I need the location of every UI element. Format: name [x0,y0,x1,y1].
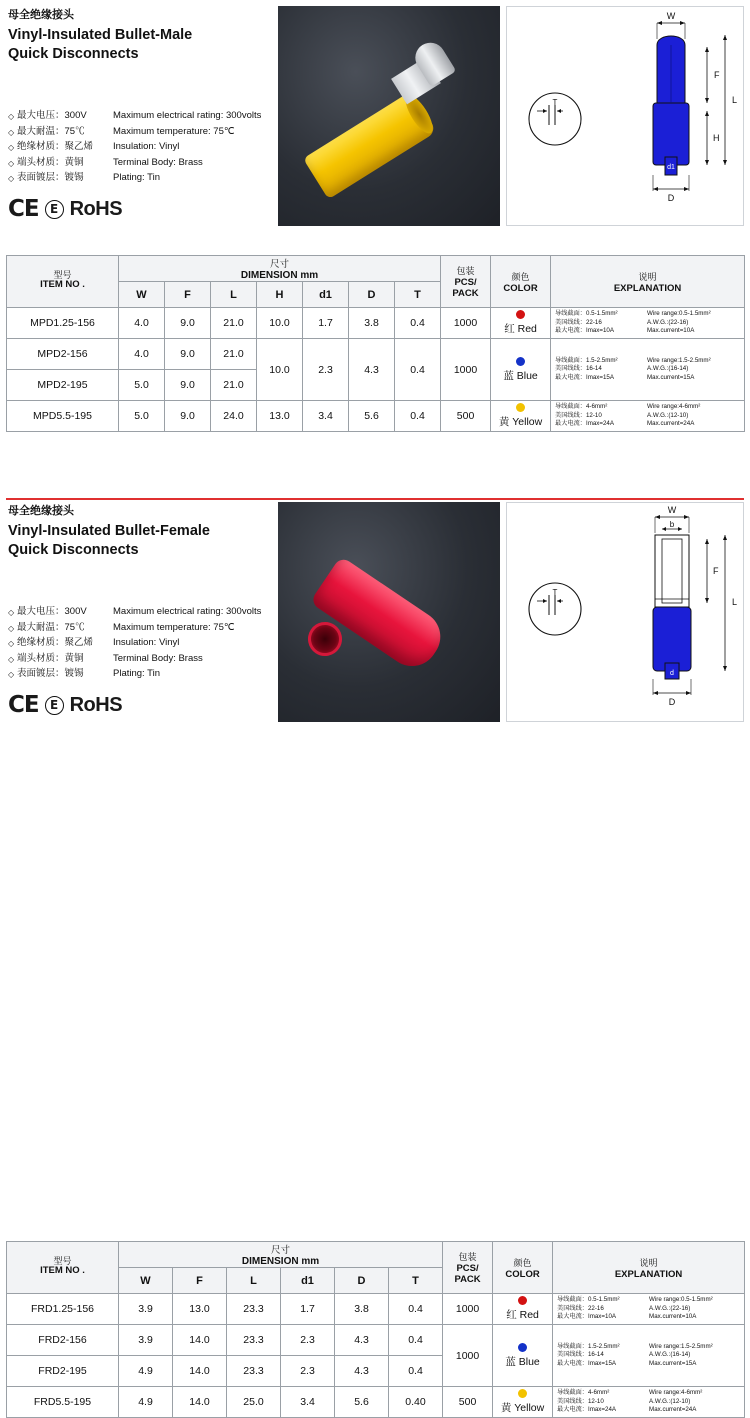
spec-row [8,653,270,666]
svg-text:L: L [732,95,738,105]
cell-explanation [551,339,745,401]
explain-cn-3: 最大电流：Imax=10A [557,1313,617,1321]
explain-cn-2: 美国线线：22-16 [557,1304,604,1312]
spec-label-en: Insulation: Vinyl [113,637,180,648]
col-header-explanation-en: EXPLANATION [613,282,682,294]
spec-label-cn: 最大电压：300V [17,606,87,617]
color-dot-blue [516,357,525,366]
svg-text:W: W [667,505,677,515]
explain-cn-2: 美国线线：12-10 [555,411,602,419]
svg-text:T: T [552,588,558,597]
color-label-en-blue: Blue [518,1355,540,1368]
col-header-item-en: ITEM NO . [40,278,85,290]
svg-text:W: W [666,11,676,21]
col-header-item-cn: 型号 [53,1255,72,1266]
dimension-diagram-female-svg [507,503,745,723]
col-header-color-en: COLOR [505,1268,540,1280]
cell-f: 14.0 [173,1387,227,1418]
col-header-l: L [227,1268,281,1294]
col-header-pack-cn: 包装 [458,1252,477,1262]
spec-row [8,172,270,185]
cell-explanation [551,308,745,339]
cell-d1: 3.4 [281,1387,335,1418]
col-header-pack-en2: PACK [452,288,479,299]
cell-l: 24.0 [211,401,257,432]
col-header-pack-en2: PACK [454,1274,481,1285]
color-label-cn-blue: 蓝 [503,369,514,382]
cell-pack: 1000 [443,1294,493,1325]
col-header-f: F [173,1268,227,1294]
spec-label-cn: 绝缘材质：聚乙烯 [17,637,94,648]
cell-w: 4.9 [119,1356,173,1387]
explain-en-3: Max.current=24A [647,420,695,428]
col-header-d1: d1 [303,282,349,308]
section-bullet-female [0,496,750,1414]
table-row [7,1387,745,1418]
explain-en-1: Wire range:4-6mm² [649,1389,703,1397]
color-dot-blue [518,1343,527,1352]
spec-row [8,606,270,619]
explain-cn-1: 导线截面：1.5-2.5mm² [555,356,618,364]
cell-w: 4.0 [119,339,165,370]
color-dot-yellow [516,403,525,412]
color-label-cn-red: 红 [504,323,515,335]
cell-d1: 1.7 [303,308,349,339]
cell-explanation [553,1325,745,1387]
explain-cn-2: 美国线线：22-16 [555,318,602,326]
cell-pack: 500 [441,401,491,432]
product-title-cn: 母全绝缘接头 [8,505,74,517]
col-header-color [491,256,551,308]
cell-l: 25.0 [227,1387,281,1418]
explain-cn-2: 美国线线：16-14 [557,1351,604,1359]
col-header-explanation [553,1242,745,1294]
spec-table-male [6,255,745,432]
cell-t: 0.4 [395,308,441,339]
cell-d1: 2.3 [281,1325,335,1356]
cell-explanation [551,401,745,432]
product-title-en [8,26,272,63]
cell-item: MPD1.25-156 [7,308,119,339]
col-header-d1: d1 [281,1268,335,1294]
cell-color [493,1294,553,1325]
certification-marks-male [8,196,122,222]
cell-color [493,1387,553,1418]
cell-f: 9.0 [165,401,211,432]
col-header-pack [443,1242,493,1294]
cell-l: 23.3 [227,1356,281,1387]
color-dot-red [518,1296,527,1305]
cell-f: 14.0 [173,1325,227,1356]
color-label-cn-yellow: 黄 [500,1402,512,1414]
explain-cn-3: 最大电流：Imax=15A [557,1359,617,1367]
col-header-t: T [395,282,441,308]
spec-list-female [8,606,270,684]
svg-text:L: L [732,597,738,607]
spec-row [8,126,270,139]
cell-item: MPD5.5-195 [7,401,119,432]
dimension-diagram-male-svg [507,7,745,227]
product-info-male [6,6,272,226]
col-header-color-en: COLOR [503,282,538,294]
color-dot-red [516,310,525,319]
table-row [7,339,745,370]
spec-label-en: Terminal Body: Brass [113,156,203,168]
spec-label-en: Insulation: Vinyl [113,141,180,152]
col-header-dimension [119,1242,443,1268]
col-header-w: W [119,282,165,308]
cell-w: 5.0 [119,401,165,432]
col-header-color-cn: 颜色 [511,271,530,282]
spec-row [8,141,270,154]
col-header-item [7,1242,119,1294]
explain-en-2: A.W.G.:(22-16) [647,318,689,326]
certification-marks-female [8,692,122,718]
explain-en-1: Wire range:1.5-2.5mm² [649,1342,713,1350]
table-row [7,1325,745,1356]
cell-t: 0.4 [389,1356,443,1387]
spec-label-cn: 绝缘材质：聚乙烯 [17,141,94,152]
cell-d: 4.3 [335,1325,389,1356]
spec-row [8,110,270,123]
svg-text:F: F [713,566,719,576]
cell-w: 5.0 [119,370,165,401]
spec-label-cn: 表面镀层：镀锡 [17,172,84,183]
connector-insulation-body [310,556,451,676]
cell-pack: 1000 [443,1325,493,1387]
cell-item: FRD2-195 [7,1356,119,1387]
explain-en-2: A.W.G.:(22-16) [649,1304,691,1312]
cell-t: 0.4 [395,401,441,432]
col-header-item [7,256,119,308]
product-title-en-line1: Vinyl-Insulated Bullet-Male [8,27,193,43]
explain-en-1: Wire range:0.5-1.5mm² [647,310,711,318]
table-row [7,401,745,432]
cell-w: 4.9 [119,1387,173,1418]
cell-h: 10.0 [257,308,303,339]
cell-item: FRD1.25-156 [7,1294,119,1325]
svg-text:D: D [668,697,676,707]
col-header-item-cn: 型号 [53,269,72,280]
cell-d: 3.8 [335,1294,389,1325]
cell-l: 23.3 [227,1294,281,1325]
product-title-en-line2: Quick Disconnects [8,45,139,62]
explain-cn-1: 导线截面：1.5-2.5mm² [557,1342,620,1350]
cell-t: 0.40 [389,1387,443,1418]
spec-label-en: Maximum temperature: 75℃ [113,621,235,633]
cell-color [491,308,551,339]
color-label-cn-yellow: 黄 [498,416,510,428]
spec-row [8,622,270,635]
col-header-explanation-en: EXPLANATION [614,1268,683,1280]
rohs-mark-label: RoHS [69,693,123,716]
diamond-bullet-icon: ◇ [8,654,15,664]
diamond-bullet-icon: ◇ [8,143,15,152]
dimension-diagram-male [506,6,744,226]
ce-mark-icon: CE [8,196,39,222]
cell-l: 23.3 [227,1325,281,1356]
product-header-male [0,0,750,232]
diamond-bullet-icon: ◇ [8,670,15,679]
col-header-dimension [119,256,441,282]
cell-d: 3.8 [349,308,395,339]
rohs-mark-label: RoHS [69,197,123,220]
explain-cn-1: 导线截面：4-6mm² [555,403,608,411]
cell-pack: 500 [443,1387,493,1418]
col-header-explanation-cn: 说明 [638,271,657,282]
diamond-bullet-icon: ◇ [8,174,15,183]
cell-l: 21.0 [211,370,257,401]
cell-f: 9.0 [165,339,211,370]
e-mark-icon: E [45,696,64,715]
color-label-cn-blue: 蓝 [505,1355,516,1368]
spec-list-male [8,110,270,188]
col-header-h: H [257,282,303,308]
cell-pack: 1000 [441,339,491,401]
svg-text:T: T [552,98,558,107]
ce-mark-icon: CE [8,692,39,718]
product-title-en-line1: Vinyl-Insulated Bullet-Female [8,523,210,539]
explain-cn-1: 导线截面：0.5-1.5mm² [557,1296,620,1304]
svg-text:F: F [714,70,720,80]
diamond-bullet-icon: ◇ [8,127,15,137]
col-header-f: F [165,282,211,308]
e-mark-icon: E [45,200,64,219]
spec-label-en: Maximum electrical rating: 300volts [113,606,262,617]
explain-cn-1: 导线截面：4-6mm² [557,1389,610,1397]
spec-label-cn: 端头材质：黄铜 [17,652,84,664]
dimension-diagram-female [506,502,744,722]
color-label-en-red: Red [519,1309,539,1321]
cell-color [491,401,551,432]
col-header-dimension-cn: 尺寸 [271,1245,291,1256]
product-title-en [8,522,272,559]
col-header-d: D [349,282,395,308]
col-header-w: W [119,1268,173,1294]
cell-l: 21.0 [211,308,257,339]
explain-cn-2: 美国线线：12-10 [557,1397,604,1405]
cell-color [491,339,551,401]
cell-h: 13.0 [257,401,303,432]
explain-en-3: Max.current=24A [649,1406,697,1414]
connector-insulation-body [303,91,437,200]
cell-h: 10.0 [257,339,303,401]
cell-d1: 3.4 [303,401,349,432]
spec-label-en: Plating: Tin [113,172,160,183]
product-photo-female [278,502,500,722]
col-header-pack-cn: 包装 [456,266,475,276]
col-header-dimension-en: DIMENSION mm [241,1256,320,1267]
explain-en-1: Wire range:4-6mm² [647,403,701,411]
explain-en-3: Max.current=15A [647,373,695,381]
product-title-en-line2: Quick Disconnects [8,541,139,558]
explain-en-3: Max.current=10A [647,327,695,335]
cell-color [493,1325,553,1387]
diamond-bullet-icon: ◇ [8,608,15,617]
svg-text:b: b [669,520,675,529]
diamond-bullet-icon: ◇ [8,623,15,633]
diamond-bullet-icon: ◇ [8,639,15,648]
explain-en-2: A.W.G.:(12-10) [649,1397,691,1405]
explain-en-2: A.W.G.:(16-14) [647,365,689,373]
cell-t: 0.4 [389,1325,443,1356]
color-label-cn-red: 红 [506,1309,517,1321]
col-header-color-cn: 颜色 [513,1257,532,1268]
cell-d: 5.6 [349,401,395,432]
cell-t: 0.4 [389,1294,443,1325]
cell-w: 4.0 [119,308,165,339]
col-header-explanation-cn: 说明 [639,1257,658,1268]
explain-en-3: Max.current=10A [649,1313,697,1321]
cell-explanation [553,1387,745,1418]
col-header-t: T [389,1268,443,1294]
svg-text:H: H [713,133,720,143]
col-header-l: L [211,282,257,308]
explain-en-3: Max.current=15A [649,1359,697,1367]
col-header-d: D [335,1268,389,1294]
explain-cn-3: 最大电流：Imax=24A [555,420,614,428]
cell-explanation [553,1294,745,1325]
spec-table-female [6,1241,745,1418]
product-header-female [0,496,750,728]
explain-en-2: A.W.G.:(16-14) [649,1351,691,1359]
product-info-female [6,502,272,722]
explain-cn-3: 最大电流：Imax=10A [555,327,614,335]
explain-cn-2: 美国线线：16-14 [555,365,602,373]
explain-en-1: Wire range:1.5-2.5mm² [647,356,711,364]
cell-item: FRD2-156 [7,1325,119,1356]
spec-label-cn: 最大电压：300V [17,110,87,121]
cell-f: 14.0 [173,1356,227,1387]
cell-pack: 1000 [441,308,491,339]
cell-t: 0.4 [395,339,441,401]
cell-f: 13.0 [173,1294,227,1325]
cell-d: 4.3 [335,1356,389,1387]
diamond-bullet-icon: ◇ [8,112,15,121]
cell-item: MPD2-156 [7,339,119,370]
spec-label-cn: 表面镀层：镀锡 [17,668,84,679]
spec-label-en: Plating: Tin [113,668,160,679]
col-header-item-en: ITEM NO . [40,1264,85,1276]
explain-cn-3: 最大电流：Imax=24A [557,1406,617,1414]
col-header-color [493,1242,553,1294]
col-header-explanation [551,256,745,308]
explain-cn-1: 导线截面：0.5-1.5mm² [555,310,618,318]
col-header-dimension-cn: 尺寸 [270,259,290,270]
cell-d1: 1.7 [281,1294,335,1325]
product-photo-male [278,6,500,226]
explain-en-1: Wire range:0.5-1.5mm² [649,1296,713,1304]
cell-d1: 2.3 [281,1356,335,1387]
color-label-en-blue: Blue [516,369,538,382]
section-bullet-male [0,0,750,428]
explain-cn-3: 最大电流：Imax=15A [555,373,614,381]
cell-f: 9.0 [165,370,211,401]
spec-row [8,157,270,170]
diamond-bullet-icon: ◇ [8,158,15,168]
spec-label-cn: 最大耐温：75℃ [17,125,85,137]
spec-label-en: Maximum electrical rating: 300volts [113,110,262,121]
col-header-pack-en1: PCS/ [456,1263,479,1274]
spec-row [8,668,270,681]
spec-label-cn: 最大耐温：75℃ [17,621,85,633]
explain-en-2: A.W.G.:(12-10) [647,411,689,419]
table-row [7,1294,745,1325]
cell-d: 4.3 [349,339,395,401]
svg-text:d: d [670,670,674,677]
cell-w: 3.9 [119,1325,173,1356]
color-label-en-yellow: Yellow [514,1402,545,1414]
cell-d: 5.6 [335,1387,389,1418]
col-header-dimension-en: DIMENSION mm [240,270,319,281]
spec-table-female-wrap [6,1241,744,1418]
spec-label-cn: 端头材质：黄铜 [17,156,84,168]
spec-row [8,637,270,650]
cell-w: 3.9 [119,1294,173,1325]
cell-item: FRD5.5-195 [7,1387,119,1418]
color-dot-yellow [518,1389,527,1398]
table-row [7,308,745,339]
cell-l: 21.0 [211,339,257,370]
col-header-pack [441,256,491,308]
spec-label-en: Maximum temperature: 75℃ [113,125,235,137]
color-label-en-red: Red [517,323,537,335]
cell-item: MPD2-195 [7,370,119,401]
color-label-en-yellow: Yellow [512,416,543,428]
spec-table-male-wrap [6,255,744,432]
cell-d1: 2.3 [303,339,349,401]
cell-f: 9.0 [165,308,211,339]
product-title-cn: 母全绝缘接头 [8,9,74,21]
spec-label-en: Terminal Body: Brass [113,652,203,664]
svg-text:D: D [667,193,675,203]
svg-text:d1: d1 [667,164,675,171]
col-header-pack-en1: PCS/ [454,277,477,288]
